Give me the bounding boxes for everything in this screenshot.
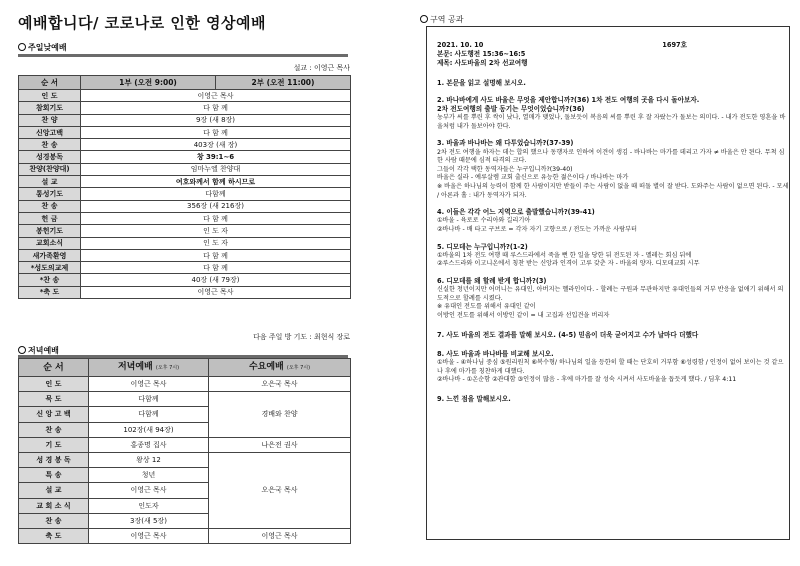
table-row [19,126,351,138]
next-week-prayer: 다음 주일 방 기도 : 최현식 장로 [253,333,350,341]
sunday-service-label: 주일낮예배 [18,42,67,53]
table-row [19,249,351,261]
order-label: 찬 송 [19,422,89,437]
evening-value: 3장(새 5장) [89,513,209,528]
wednesday-value: 오은국 목사 [209,377,351,392]
header-order: 순 서 [19,76,81,90]
order-label: *성도의교제 [19,262,81,274]
question-2: 2. 바나바에게 사도 바울은 무엇을 제안합니까?(36) 1차 전도 여행의 곳을 다시 돌아보자. [437,95,700,104]
lesson-content [437,41,789,404]
answer-5: ①바울의 1차 전도 여행 때 루스드라에서 죽을 뻔 한 일을 당한 뒤 전도된 자 - 멜레는 회심 뒤에 [437,251,692,259]
sermon-preacher: 설교 : 이영근 목사 [293,64,350,72]
table-row [19,225,351,237]
question-5: 5. 디모데는 누구입니까?(1-2) [437,242,528,251]
answer-3c: 바울은 실라 - 예루살렘 교회 출신으로 유능한 젊은이다 / 바나바는 마가 [437,174,629,182]
order-label: 찬 송 [19,513,89,528]
question-9: 9. 느낀 점을 말해보시오. [437,394,511,403]
answer-2: 농부가 씨를 뿌린 후 싹이 났나, 열매가 맺었나, 돌보듯이 복음의 씨를 뿌린 후 잘 자랐는가 돌보는 의미다. - 내가 전도한 영혼을 바울처럼 내가 돌보아야 한다. [437,114,786,130]
answer-3d: ※ 바울은 하나님의 능력이 함께 한 사람이지만 받들이 주는 사람이 없을 때 떠돌 별이 잘 받다. 도와주는 사람이 없으면 된다. - 모세 / 아론과 홀 : 내가 동역자가 되자. [437,182,789,199]
question-6: 6. 디모데를 왜 할례 받게 합니까?(3) [437,276,547,285]
order-value: 403장 (새 장) [81,139,351,151]
right-page [420,14,792,554]
question-7: 7. 사도 바울의 전도 결과를 말해 보시오. (4-5) 믿음이 더욱 굳어지고 수가 날마다 더했다 [437,330,699,339]
header-order: 순 서 [19,359,89,377]
order-label: 찬 송 [19,139,81,151]
question-4: 4. 이들은 각각 어느 지역으로 출발했습니까?(39-41) [437,208,595,217]
answer-6b: ※ 유대인 전도를 위해서 유대인 같이 [437,303,536,311]
header-second-service: 2부 (오전 11:00) [216,76,351,90]
order-value: 인 도 자 [81,225,351,237]
answer-4: ①바울 - 육로로 수리아와 길리기아 [437,217,531,225]
table-row [19,114,351,126]
order-value: 다 함 께 [81,262,351,274]
order-label: 참회기도 [19,102,81,114]
lesson-box [426,26,790,540]
table-row [19,188,351,200]
order-value: 40장 (새 79장) [81,274,351,286]
order-value: 다 함 께 [81,102,351,114]
order-label: 찬 양 [19,114,81,126]
order-value: 여호와께서 함께 하시므로 [81,176,351,188]
order-label: 통성기도 [19,188,81,200]
circle-bullet-icon [420,15,428,23]
order-label: *찬 송 [19,274,81,286]
order-label: 신앙고백 [19,126,81,138]
order-label: 특 송 [19,468,89,483]
order-value: 다 함 께 [81,212,351,224]
table-row [19,392,351,407]
wednesday-value: 나은전 권사 [209,437,351,452]
wednesday-value: 이영근 목사 [209,528,351,543]
order-label: 축 도 [19,528,89,543]
order-value: 356장 (새 216장) [81,200,351,212]
lesson-subject: 제목: 사도바울의 2차 선교여행 [437,59,528,68]
header-first-service: 1부 (오전 9:00) [81,76,216,90]
table-row [19,237,351,249]
order-label: 찬양(찬양대) [19,163,81,175]
order-label: 기 도 [19,437,89,452]
lesson-text-ref: 본문: 사도행전 15:36~16:5 [437,50,526,59]
evening-order-table [18,358,351,544]
order-label: *축 도 [19,286,81,298]
order-label: 찬 송 [19,200,81,212]
answer-3b: 그들이 각각 택한 동역자들은 누구입니까?(39-40) [437,165,573,173]
order-label: 성경봉독 [19,151,81,163]
answer-8b: ②바나바 - ①온순함 ②관대함 ③인정이 많음 - 후에 마가를 잘 성숙 시켜서 사도바울을 돕듯게 했다. / 딤후 4:11 [437,376,737,384]
order-value: 9장 (새 8장) [81,114,351,126]
order-label: 봉헌기도 [19,225,81,237]
order-value: 다 함 께 [81,249,351,261]
table-row [19,200,351,212]
question-3: 3. 바울과 바나바는 왜 다투었습니까?(37-39) [437,139,574,148]
order-value: 이영근 목사 [81,286,351,298]
order-label: 헌 금 [19,212,81,224]
evening-value: 청년 [89,468,209,483]
table-row [19,176,351,188]
order-value: 임마누엘 찬양대 [81,163,351,175]
order-value: 다함께 [81,188,351,200]
order-label: 설 교 [19,483,89,498]
table-row [19,262,351,274]
table-row [19,90,351,102]
evening-service-label: 저녁예배 [18,345,59,356]
order-label: 인 도 [19,377,89,392]
question-8: 8. 사도 바울과 바나바를 비교해 보시오. [437,349,554,358]
evening-value: 이영근 목사 [89,377,209,392]
answer-6c: 이방인 전도를 위해서 이방인 같이 = 내 고집과 선입견을 버리자 [437,311,610,319]
evening-value: 홍종명 집사 [89,437,209,452]
order-label: 새가족환영 [19,249,81,261]
order-label: 설 교 [19,176,81,188]
evening-value: 왕상 12 [89,452,209,467]
table-row [19,437,351,452]
order-value: 인 도 자 [81,237,351,249]
table-header-row [19,359,351,377]
order-label: 묵 도 [19,392,89,407]
answer-5b: ②루스드라와 이고니온에서 칭찬 받는 신앙과 인격이 고루 갖춘 자 - 바울의 양자. 디모데교회 시무 [437,260,700,268]
table-row [19,528,351,543]
evening-value: 이영근 목사 [89,528,209,543]
order-label: 교회소식 [19,237,81,249]
question-2b: 2차 전도여행의 출발 동기는 무엇이었습니까?(36) [437,105,585,114]
evening-value: 다함께 [89,407,209,422]
answer-8: ①바울 - ④하나님 중심 ⑤원리원칙 ⑥복수형/ 하나님의 일을 등한히 할 때는 단호히 거부함 ⑥성령함 / 인정이 없어 보이는 것 같으나 후에 마가를 칭찬하게 대했다. [437,358,784,375]
lesson-header: 2021. 10. 10 1697호 [437,41,687,49]
order-label: 성 경 봉 독 [19,452,89,467]
circle-bullet-icon [18,346,26,354]
bulletin-title: 예배합니다/ 코로나로 인한 영상예배 [18,14,266,32]
table-header-row [19,76,351,90]
order-value: 다 함 께 [81,126,351,138]
table-row [19,163,351,175]
table-row [19,286,351,298]
left-page [18,12,378,552]
evening-value: 다함께 [89,392,209,407]
table-row [19,212,351,224]
lesson-label: 구역 공과 [420,14,463,25]
question-1: 1. 본문을 읽고 설명해 보시오. [437,78,526,87]
header-evening: 저녁예배 (오후 7시) [89,359,209,377]
order-label: 인 도 [19,90,81,102]
sunday-order-table [18,75,351,299]
order-value: 창 39:1~6 [81,151,351,163]
table-row [19,151,351,163]
answer-6: 신실한 청년이지만 어머니는 유대인, 아버지는 헬라인이다. - 할례는 구원과 무관하지만 유대인들의 거부 반응을 없애기 위해서 의도적으로 할례를 시켰다. [437,286,784,302]
order-label: 교 회 소 식 [19,498,89,513]
order-label: 신 앙 고 백 [19,407,89,422]
table-row [19,139,351,151]
section-divider [18,54,348,57]
table-row [19,102,351,114]
answer-4b: ②바나바 - 배 타고 구브로 = 각자 자기 고향으로 / 전도는 가까운 사람부터 [437,225,638,233]
header-wednesday: 수요예배 (오후 7시) [209,359,351,377]
table-row [19,377,351,392]
table-row [19,452,351,467]
answer-3: 2차 전도 여행을 하자는 데는 합의 했으나 동행자로 인하여 이견이 생김 - 바나바는 마가를 데리고 가자 ≠ 바울은 안 된다. 무척 심한 사람 때문에 심적 타격의 크다. [437,148,785,165]
table-row [19,274,351,286]
evening-value: 이영근 목사 [89,483,209,498]
wednesday-praise: 경배와 찬양 [209,392,351,438]
evening-value: 102장(새 94장) [89,422,209,437]
order-value: 이영근 목사 [81,90,351,102]
circle-bullet-icon [18,43,26,51]
evening-value: 인도자 [89,498,209,513]
wednesday-preacher: 오은국 목사 [209,452,351,528]
